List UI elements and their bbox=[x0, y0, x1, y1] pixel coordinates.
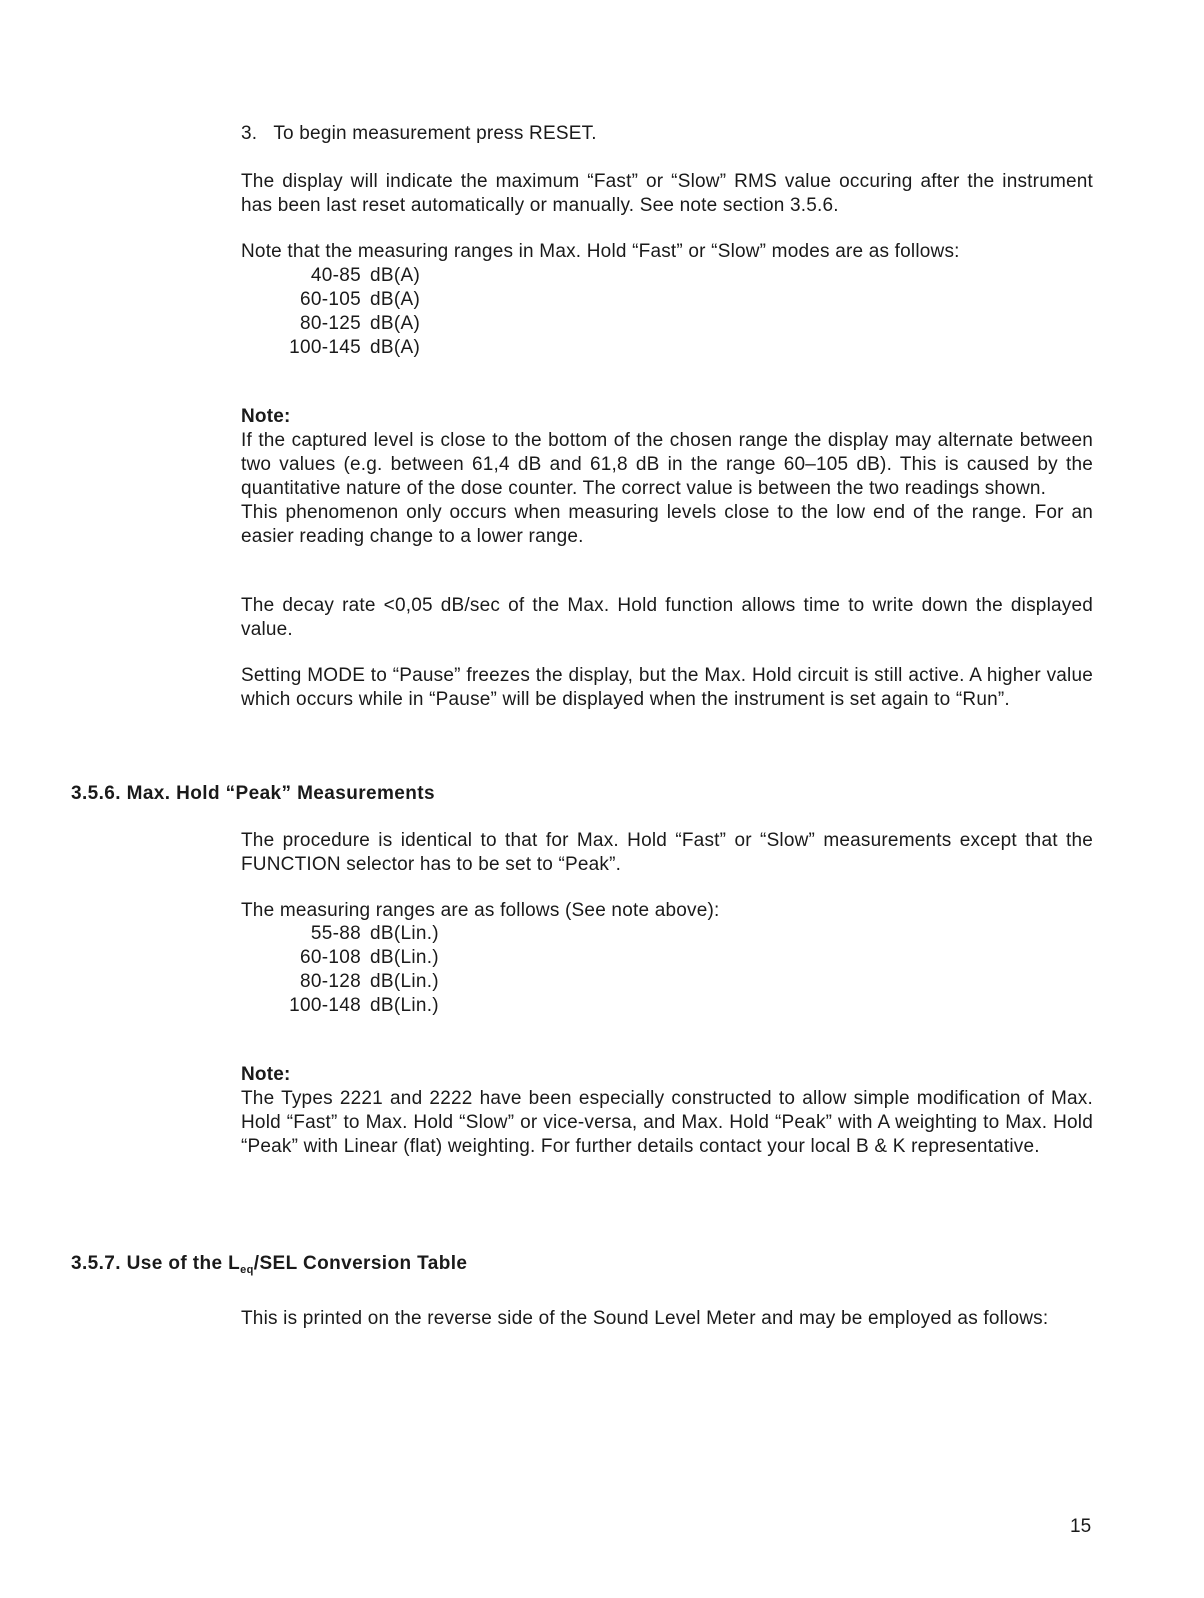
heading-subscript: eq bbox=[240, 1264, 254, 1276]
conversion-table-text: This is printed on the reverse side of the Sound Level Meter and may be employed as follows: bbox=[241, 1308, 1049, 1329]
range-value: 60-105 bbox=[300, 289, 361, 310]
range-unit: dB(Lin.) bbox=[370, 947, 439, 968]
range-unit: dB(Lin.) bbox=[370, 923, 439, 944]
heading-prefix: 3.5.7. Use of the L bbox=[71, 1253, 241, 1274]
range-value: 40-85 bbox=[310, 265, 361, 286]
range-unit: dB(A) bbox=[370, 289, 421, 310]
range-value: 55-88 bbox=[310, 923, 361, 944]
range-row bbox=[281, 288, 420, 312]
range-unit: dB(A) bbox=[370, 313, 421, 334]
range-unit: dB(A) bbox=[370, 265, 421, 286]
range-row bbox=[281, 264, 420, 288]
pause-text: Setting MODE to “Pause” freezes the display, but the Max. Hold circuit is still active. A higher value which occurs while in “Pause” will be displayed when the instrument is set again to “Run”. bbox=[241, 665, 1093, 710]
decay-rate-text: The decay rate <0,05 dB/sec of the Max. Hold function allows time to write down the displayed value. bbox=[241, 595, 1093, 640]
range-unit: dB(Lin.) bbox=[370, 995, 439, 1016]
range-row bbox=[281, 946, 439, 970]
note-block-1 bbox=[241, 405, 1093, 549]
range-value: 80-125 bbox=[300, 313, 361, 334]
note-block-2 bbox=[241, 1063, 1093, 1159]
note-paragraph: This phenomenon only occurs when measuring levels close to the low end of the range. For an easier reading change to a lower range. bbox=[241, 502, 1093, 547]
page-number: 15 bbox=[1070, 1516, 1092, 1537]
note-paragraph: If the captured level is close to the bottom of the chosen range the display may alternate between two values (e.g. between 61,4 dB and 61,8 dB in the range 60–105 dB). This is caused by the quantitative nature of the dose counter. The correct value is between the two readings shown. bbox=[241, 430, 1093, 499]
range-value: 100-148 bbox=[289, 995, 361, 1016]
range-list-peak bbox=[281, 922, 439, 1018]
note-title: Note: bbox=[241, 1064, 291, 1085]
section-heading-3-5-7 bbox=[71, 1252, 467, 1276]
procedure-text: The procedure is identical to that for Max. Hold “Fast” or “Slow” measurements except that the FUNCTION selector has to be set to “Peak”. bbox=[241, 830, 1093, 875]
section-heading-3-5-6: 3.5.6. Max. Hold “Peak” Measurements bbox=[71, 783, 435, 804]
ranges-intro-peak: The measuring ranges are as follows (See note above): bbox=[241, 900, 720, 921]
range-row bbox=[281, 922, 439, 946]
range-row bbox=[281, 970, 439, 994]
range-value: 80-128 bbox=[300, 971, 361, 992]
range-row bbox=[281, 312, 420, 336]
heading-suffix: /SEL Conversion Table bbox=[253, 1253, 468, 1274]
range-row bbox=[281, 994, 439, 1018]
range-unit: dB(A) bbox=[370, 337, 421, 358]
ranges-intro-a: Note that the measuring ranges in Max. Hold “Fast” or “Slow” modes are as follows: bbox=[241, 241, 960, 262]
note-paragraph: The Types 2221 and 2222 have been especially constructed to allow simple modification of Max. Hold “Fast” to Max. Hold “Slow” or vice-versa, and Max. Hold “Peak” with A weighting to Max. Hold “Peak” with Linear (flat) weighting. For further details contact your local B & K representative. bbox=[241, 1088, 1093, 1157]
step-3-text: 3. To begin measurement press RESET. bbox=[241, 123, 597, 144]
display-description: The display will indicate the maximum “Fast” or “Slow” RMS value occuring after the instrument has been last reset automatically or manually. See note section 3.5.6. bbox=[241, 171, 1093, 216]
range-unit: dB(Lin.) bbox=[370, 971, 439, 992]
range-row bbox=[281, 336, 420, 360]
range-value: 100-145 bbox=[289, 337, 361, 358]
range-value: 60-108 bbox=[300, 947, 361, 968]
note-title: Note: bbox=[241, 406, 291, 427]
range-list-a bbox=[281, 264, 420, 360]
